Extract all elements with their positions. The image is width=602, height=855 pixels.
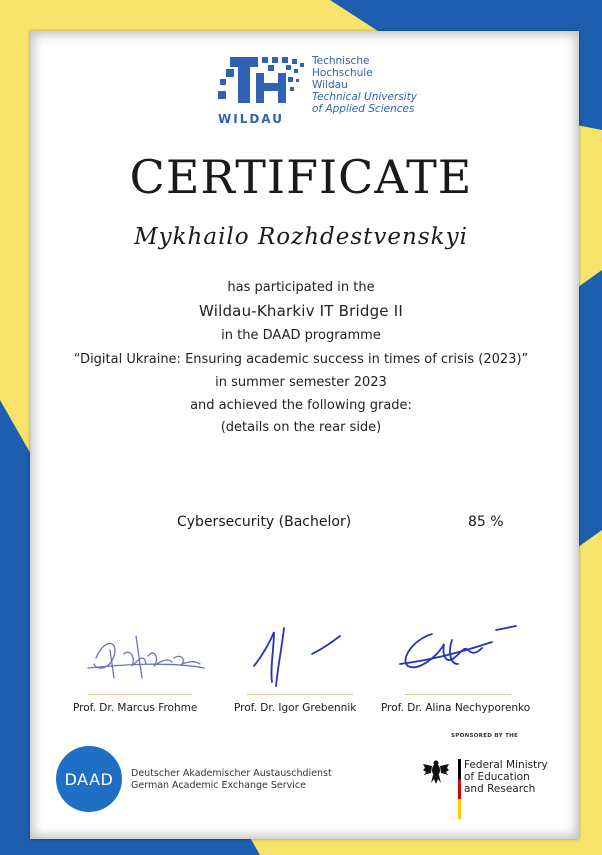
signature-line-2 <box>247 694 353 695</box>
daad-logo-text: DAAD <box>64 769 114 789</box>
program-name: Wildau-Kharkiv IT Bridge II <box>199 302 403 320</box>
signatory-name-3: Prof. Dr. Alina Nechyporenko <box>381 702 531 714</box>
recipient-name: Mykhailo Rozhdestvenskyi <box>134 224 468 250</box>
daad-logo <box>56 746 122 812</box>
university-line-1: Technische <box>312 55 370 67</box>
federal-eagle-icon <box>422 759 450 785</box>
daad-name-de: Deutscher Akademischer Austauschdienst <box>131 768 332 779</box>
signature-grebennik-icon <box>248 624 348 690</box>
bmbf-name <box>464 759 548 795</box>
grade-value: 85 % <box>468 514 504 530</box>
th-wildau-logo-icon <box>216 55 308 127</box>
daad-name <box>131 768 332 792</box>
german-flag-bar-icon <box>458 759 461 819</box>
semester-line: in summer semester 2023 <box>215 375 387 390</box>
university-name <box>312 55 417 115</box>
bmbf-line-2: of Education <box>464 771 530 783</box>
university-line-5: of Applied Sciences <box>312 103 415 115</box>
signature-line-1 <box>88 694 192 695</box>
university-line-2: Hochschule <box>312 67 373 79</box>
programme-title: “Digital Ukraine: Ensuring academic success in times of crisis (2023)” <box>73 352 529 367</box>
sponsored-by-label: SPONSORED BY THE <box>451 733 519 739</box>
signatory-name-1: Prof. Dr. Marcus Frohme <box>73 702 198 714</box>
university-line-4: Technical University <box>312 91 418 103</box>
certificate-title: CERTIFICATE <box>129 150 473 204</box>
participation-line: has participated in the <box>227 280 375 295</box>
logo-wordmark: WILDAU <box>218 112 284 126</box>
rear-side-note: (details on the rear side) <box>220 420 382 435</box>
course-name: Cybersecurity (Bachelor) <box>177 514 352 530</box>
bmbf-line-1: Federal Ministry <box>464 759 548 771</box>
signatory-name-2: Prof. Dr. Igor Grebennik <box>234 702 357 714</box>
bmbf-line-3: and Research <box>464 783 536 795</box>
grade-intro-line: and achieved the following grade: <box>190 398 412 413</box>
university-line-3: Wildau <box>312 79 348 91</box>
signature-frohme-icon <box>84 628 209 690</box>
daad-programme-line: in the DAAD programme <box>221 328 381 343</box>
daad-name-en: German Academic Exchange Service <box>131 780 306 791</box>
signature-nechyporenko-icon <box>392 620 522 680</box>
signature-line-3 <box>405 694 511 695</box>
